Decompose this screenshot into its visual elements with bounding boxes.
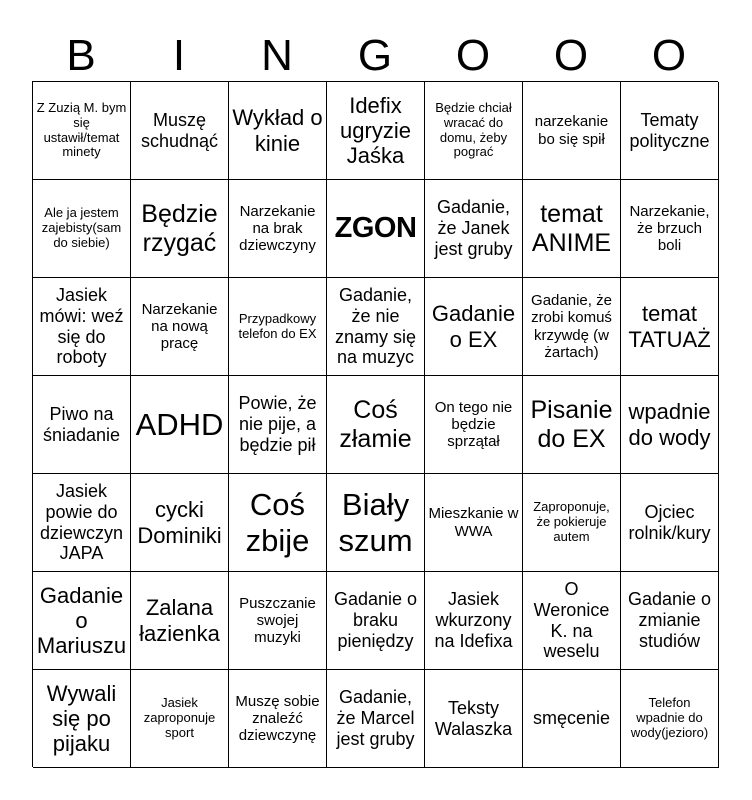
header-letter-o3: O [651, 31, 687, 80]
bingo-cell-r6-c3[interactable]: Gadanie, że Marcel jest gruby [327, 670, 425, 768]
header-letter-o1: O [455, 31, 491, 80]
bingo-cell-r6-c0[interactable]: Wywali się po pijaku [33, 670, 131, 768]
bingo-cell-r0-c3[interactable]: Idefix ugryzie Jaśka [327, 82, 425, 180]
bingo-cell-r4-c2[interactable]: Coś zbije [229, 474, 327, 572]
bingo-cell-r3-c4[interactable]: On tego nie będzie sprzątał [425, 376, 523, 474]
bingo-cell-r5-c1[interactable]: Zalana łazienka [131, 572, 229, 670]
bingo-cell-r1-c4[interactable]: Gadanie, że Janek jest gruby [425, 180, 523, 278]
bingo-cell-free-zgon[interactable]: ZGON [327, 180, 425, 278]
bingo-grid [32, 81, 718, 767]
bingo-cell-r3-c5[interactable]: Pisanie do EX [523, 376, 621, 474]
header-letter-b: B [66, 31, 96, 80]
bingo-cell-r4-c3[interactable]: Biały szum [327, 474, 425, 572]
bingo-cell-r0-c2[interactable]: Wykład o kinie [229, 82, 327, 180]
bingo-cell-r6-c6[interactable]: Telefon wpadnie do wody(jezioro) [621, 670, 719, 768]
bingo-cell-r3-c2[interactable]: Powie, że nie pije, a będzie pił [229, 376, 327, 474]
bingo-cell-r3-c0[interactable]: Piwo na śniadanie [33, 376, 131, 474]
bingo-cell-r2-c6[interactable]: temat TATUAŻ [621, 278, 719, 376]
bingo-cell-r5-c3[interactable]: Gadanie o braku pieniędzy [327, 572, 425, 670]
header-letter-g: G [357, 31, 393, 80]
bingo-cell-r1-c0[interactable]: Ale ja jestem zajebisty(sam do siebie) [33, 180, 131, 278]
bingo-cell-r0-c4[interactable]: Będzie chciał wracać do domu, żeby pograć [425, 82, 523, 180]
bingo-cell-r2-c2[interactable]: Przypadkowy telefon do EX [229, 278, 327, 376]
bingo-cell-r2-c1[interactable]: Narzekanie na nową pracę [131, 278, 229, 376]
bingo-cell-r0-c6[interactable]: Tematy polityczne [621, 82, 719, 180]
bingo-cell-r3-c6[interactable]: wpadnie do wody [621, 376, 719, 474]
header-letter-o2: O [553, 31, 589, 80]
bingo-cell-r2-c4[interactable]: Gadanie o EX [425, 278, 523, 376]
bingo-cell-r6-c4[interactable]: Teksty Walaszka [425, 670, 523, 768]
bingo-cell-r4-c6[interactable]: Ojciec rolnik/kury [621, 474, 719, 572]
bingo-cell-r1-c2[interactable]: Narzekanie na brak dziewczyny [229, 180, 327, 278]
bingo-cell-r6-c1[interactable]: Jasiek zaproponuje sport [131, 670, 229, 768]
bingo-cell-r6-c5[interactable]: smęcenie [523, 670, 621, 768]
bingo-cell-r4-c0[interactable]: Jasiek powie do dziewczyn JAPA [33, 474, 131, 572]
bingo-cell-r5-c5[interactable]: O Weronice K. na weselu [523, 572, 621, 670]
bingo-cell-r3-c3[interactable]: Coś złamie [327, 376, 425, 474]
bingo-cell-r0-c5[interactable]: narzekanie bo się spił [523, 82, 621, 180]
bingo-cell-r1-c5[interactable]: temat ANIME [523, 180, 621, 278]
bingo-cell-r5-c0[interactable]: Gadanie o Mariuszu [33, 572, 131, 670]
bingo-cell-r3-c1[interactable]: ADHD [131, 376, 229, 474]
header-letter-n: N [261, 31, 293, 80]
bingo-cell-r4-c5[interactable]: Zaproponuje, że pokieruje autem [523, 474, 621, 572]
header-letter-i: I [172, 31, 186, 80]
bingo-cell-r1-c6[interactable]: Narzekanie, że brzuch boli [621, 180, 719, 278]
bingo-cell-r2-c0[interactable]: Jasiek mówi: weź się do roboty [33, 278, 131, 376]
bingo-header [32, 30, 718, 82]
bingo-cell-r5-c6[interactable]: Gadanie o zmianie studiów [621, 572, 719, 670]
bingo-cell-r0-c1[interactable]: Muszę schudnąć [131, 82, 229, 180]
bingo-cell-r6-c2[interactable]: Muszę sobie znaleźć dziewczynę [229, 670, 327, 768]
bingo-cell-r5-c2[interactable]: Puszczanie swojej muzyki [229, 572, 327, 670]
bingo-cell-r2-c5[interactable]: Gadanie, że zrobi komuś krzywdę (w żartach) [523, 278, 621, 376]
bingo-cell-r2-c3[interactable]: Gadanie, że nie znamy się na muzyc [327, 278, 425, 376]
bingo-cell-r4-c4[interactable]: Mieszkanie w WWA [425, 474, 523, 572]
bingo-cell-r0-c0[interactable]: Z Zuzią M. bym się ustawił/temat minety [33, 82, 131, 180]
bingo-cell-r5-c4[interactable]: Jasiek wkurzony na Idefixa [425, 572, 523, 670]
bingo-cell-r4-c1[interactable]: cycki Dominiki [131, 474, 229, 572]
bingo-cell-r1-c1[interactable]: Będzie rzygać [131, 180, 229, 278]
